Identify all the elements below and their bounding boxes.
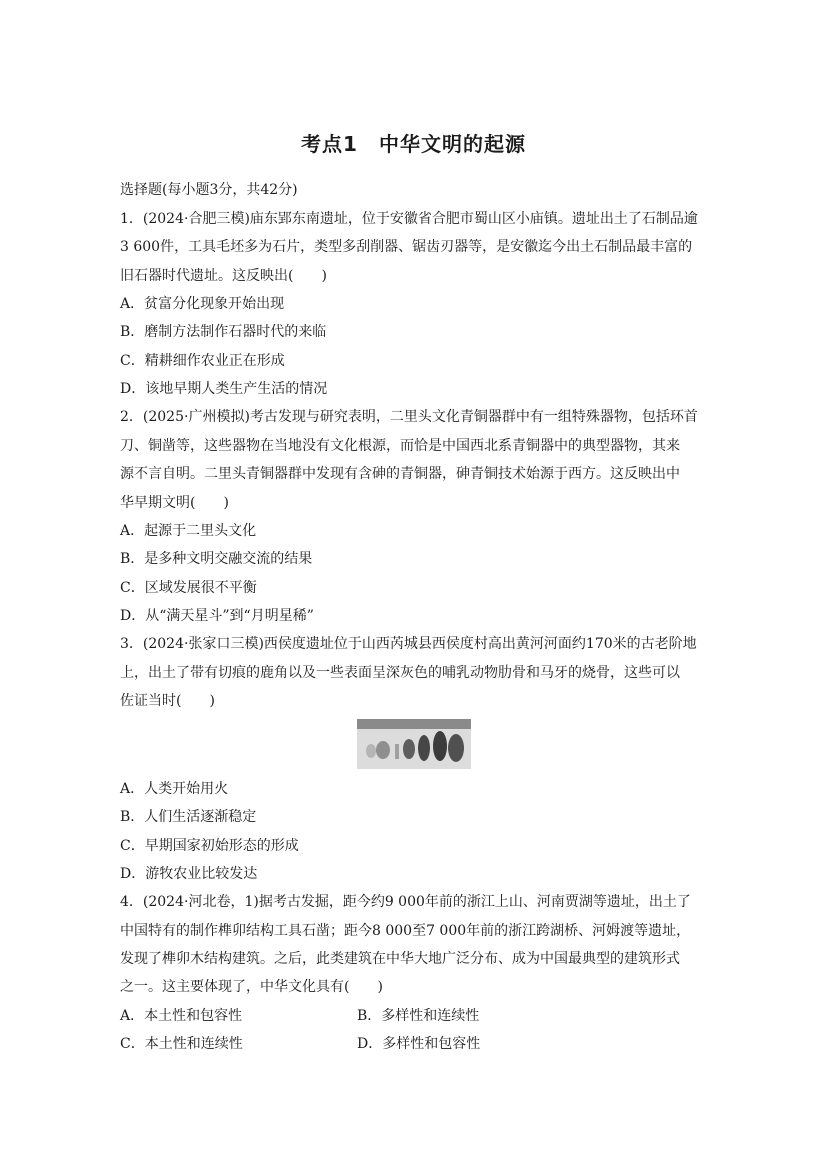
q3-option-c: C．早期国家初始形态的形成	[120, 838, 299, 854]
q2-option-a: A．起源于二里头文化	[120, 523, 257, 539]
q2-stem-line-2: 刀、铜凿等，这些器物在当地没有文化根源，而恰是中国西北系青铜器中的典型器物，其来	[120, 438, 680, 454]
q3-stem-line-2: 上，出土了带有切痕的鹿角以及一些表面呈深灰色的哺乳动物肋骨和马牙的烧骨，这些可以	[120, 665, 680, 681]
q1-option-d: D．该地早期人类生产生活的情况	[120, 381, 328, 397]
q4-option-b: B．多样性和连续性	[357, 1008, 480, 1024]
q4-option-c: C．本土性和连续性	[120, 1036, 243, 1052]
q4-option-d: D．多样性和包容性	[357, 1036, 481, 1052]
q3-stem-line-3: 佐证当时( )	[120, 693, 215, 709]
q4-stem-line-1: 4．(2024·河北卷，1)据考古发掘，距今约9 000年前的浙江上山、河南贾湖等遗址，出土了	[120, 894, 691, 910]
q1-option-a: A．贫富分化现象开始出现	[120, 296, 285, 312]
q1-option-c: C．精耕细作农业正在形成	[120, 353, 285, 369]
q3-stem-line-1: 3．(2024·张家口三模)西侯度遗址位于山西芮城县西侯度村高出黄河河面约170米的古老阶地	[120, 636, 697, 652]
q3-option-b: B．人们生活逐渐稳定	[120, 809, 257, 825]
q4-stem-line-3: 发现了榫卯木结构建筑。之后，此类建筑在中华大地广泛分布、成为中国最典型的建筑形式	[120, 951, 680, 967]
section-heading: 选择题(每小题3分，共42分)	[120, 182, 298, 198]
q3-option-a: A．人类开始用火	[120, 781, 229, 797]
q1-stem-line-2: 3 600件，工具毛坯多为石片，类型多刮削器、锯齿刃器等，是安徽迄今出土石制品最丰富的	[120, 239, 693, 255]
q2-option-d: D．从“满天星斗”到“月明星稀”	[120, 608, 314, 624]
q1-stem-line-3: 旧石器时代遗址。这反映出( )	[120, 268, 327, 284]
q1-stem-line-1: 1．(2024·合肥三模)庙东郢东南遗址，位于安徽省合肥市蜀山区小庙镇。遗址出土了石制品逾	[120, 211, 698, 227]
q4-option-a: A．本土性和包容性	[120, 1008, 243, 1024]
q2-stem-line-1: 2．(2025·广州模拟)考古发现与研究表明，二里头文化青铜器群中有一组特殊器物，包括环首	[120, 409, 698, 425]
q4-stem-line-4: 之一。这主要体现了，中华文化具有( )	[120, 979, 383, 995]
q2-stem-line-4: 华早期文明( )	[120, 495, 229, 511]
q2-option-c: C．区域发展很不平衡	[120, 580, 257, 596]
q4-stem-line-2: 中国特有的制作榫卯结构工具石凿；距今8 000至7 000年前的浙江跨湖桥、河姆渡等遗址，	[120, 923, 691, 939]
q3-option-d: D．游牧农业比较发达	[120, 866, 258, 882]
artifacts-illustration	[357, 719, 471, 769]
q1-option-b: B．磨制方法制作石器时代的来临	[120, 324, 327, 340]
q2-stem-line-3: 源不言自明。二里头青铜器群中发现有含砷的青铜器，砷青铜技术始源于西方。这反映出中	[120, 466, 680, 482]
page-title: 考点1 中华文明的起源	[301, 132, 526, 156]
q2-option-b: B．是多种文明交融交流的结果	[120, 551, 313, 567]
burnt-bone-artifacts-photo	[357, 719, 471, 769]
